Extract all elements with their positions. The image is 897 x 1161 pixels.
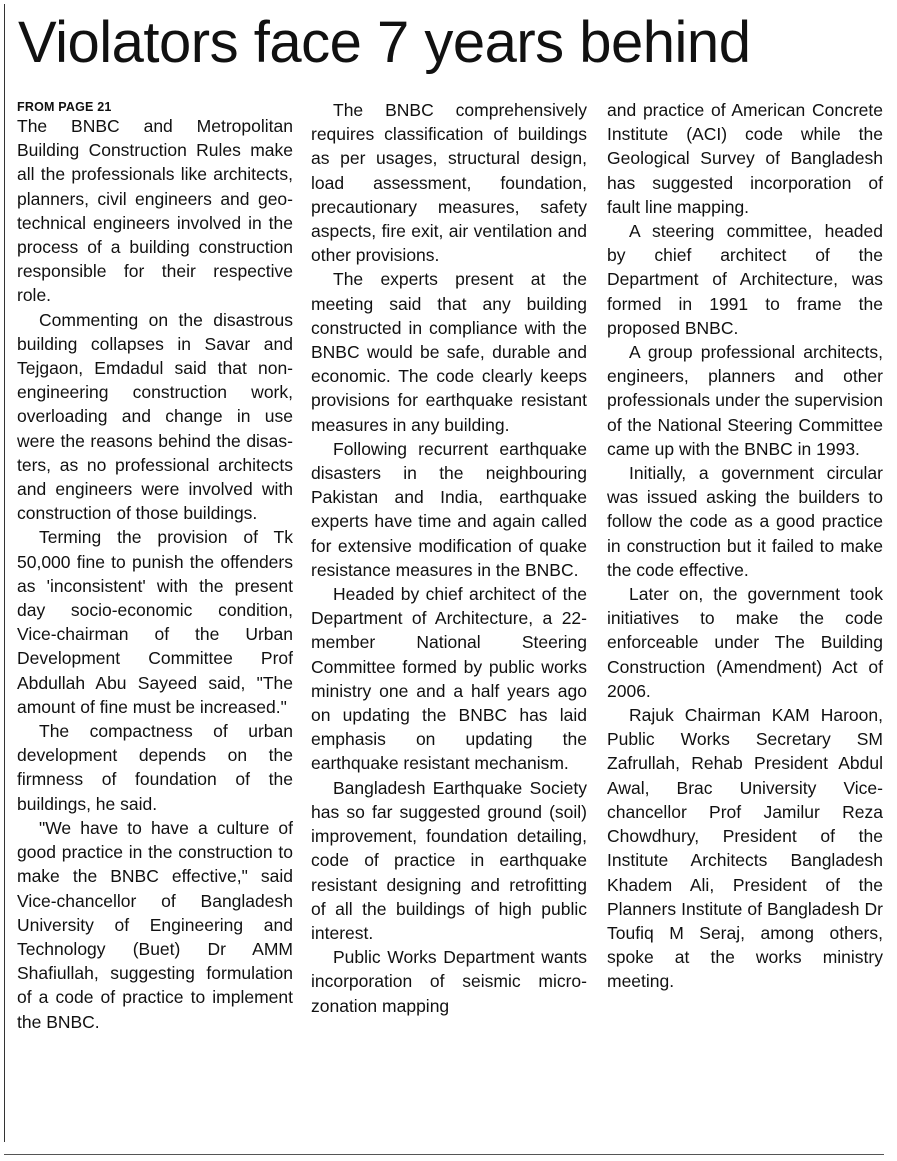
paragraph: Following recurrent earthquake disasters in the neighbouring Pakistan and India, earthquake experts have time and again called for extensive modification of quake resistance measures in the BNBC. <box>311 438 587 580</box>
paragraph: A group professional architects, engineers, planners and other professionals under the supervision of the National Steering Committee came up with the BNBC in 1993. <box>607 342 883 459</box>
paragraph: Headed by chief architect of the Department of Architecture, a 22-member National Steering Committee formed by public works ministry one and a half years ago on updating the BNBC has laid emphasis on updating the earthquake resistant mechanism. <box>311 584 587 774</box>
paragraph: Public Works Department wants incorporation of seismic micro-zonation mapping <box>311 947 587 1016</box>
paragraph: Rajuk Chairman KAM Haroon, Public Works Secretary SM Zafrullah, Rehab President Abdul Awal, Brac University Vice-chancellor Prof Jamilur Reza Chowdhury, President of the Institute Architects Bangladesh Khadem Ali, President of the Planners Institute of Bangladesh Dr Toufiq M Seraj, among others, spoke at the works ministry meeting. <box>607 705 883 992</box>
bottom-rule <box>4 1154 884 1155</box>
article-column-2 <box>311 98 587 1018</box>
paragraph: The experts present at the meeting said that any building constructed in compliance with the BNBC would be safe, durable and economic. The code clearly keeps provisions for earthquake resistant measures in any building. <box>311 269 587 435</box>
paragraph: and practice of American Concrete Institute (ACI) code while the Geological Survey of Bangladesh has suggested incorporation of fault line mapping. <box>607 100 883 217</box>
article-column-3 <box>607 98 883 994</box>
paragraph: Later on, the government took initiatives to make the code enforceable under The Building Construction (Amendment) Act of 2006. <box>607 584 883 701</box>
paragraph: Bangladesh Earthquake Society has so far suggested ground (soil) improvement, foundation detailing, code of practice in earthquake resistant designing and retrofitting of all the buildings of high public interest. <box>311 777 587 943</box>
paragraph: Terming the provision of Tk 50,000 fine to punish the offenders as 'inconsistent' with the present day socio-economic condition, Vice-chairman of the Urban Development Committee Prof Abdullah Abu Sayeed said, "The amount of fine must be increased." <box>17 527 293 717</box>
paragraph: A steering committee, headed by chief architect of the Department of Architecture, was formed in 1991 to frame the proposed BNBC. <box>607 221 883 338</box>
jump-kicker: FROM PAGE 21 <box>17 100 112 114</box>
paragraph: The BNBC and Metropolitan Building Construction Rules make all the professionals like architects, planners, civil engineers and geo-technical engineers involved in the process of a building construction responsible for their respective role. <box>17 116 293 306</box>
paragraph: "We have to have a culture of good practice in the construction to make the BNBC effective," said Vice-chancellor of Bangladesh University of Engineering and Technology (Buet) Dr AMM Shafiullah, suggesting formulation of a code of practice to implement the BNBC. <box>17 817 293 1032</box>
paragraph: The compactness of urban development depends on the firmness of foundation of the buildings, he said. <box>17 721 293 814</box>
paragraph: The BNBC comprehensively requires classification of buildings as per usages, structural design, load assessment, foundation, precautionary measures, safety aspects, fire exit, air ventilation and other provisions. <box>311 100 587 266</box>
article-column-1 <box>17 98 293 1034</box>
column-rule-left <box>4 4 5 1142</box>
paragraph: Initially, a government circular was issued asking the builders to follow the code as a good practice in construction but it failed to make the code effective. <box>607 463 883 580</box>
headline: Violators face 7 years behind <box>18 10 751 75</box>
paragraph: Commenting on the disastrous building collapses in Savar and Tejgaon, Emdadul said that non-engineering construction work, overloading and change in use were the reasons behind the disasters, as no professional architects and engineers were involved with construction of those buildings. <box>17 309 293 524</box>
